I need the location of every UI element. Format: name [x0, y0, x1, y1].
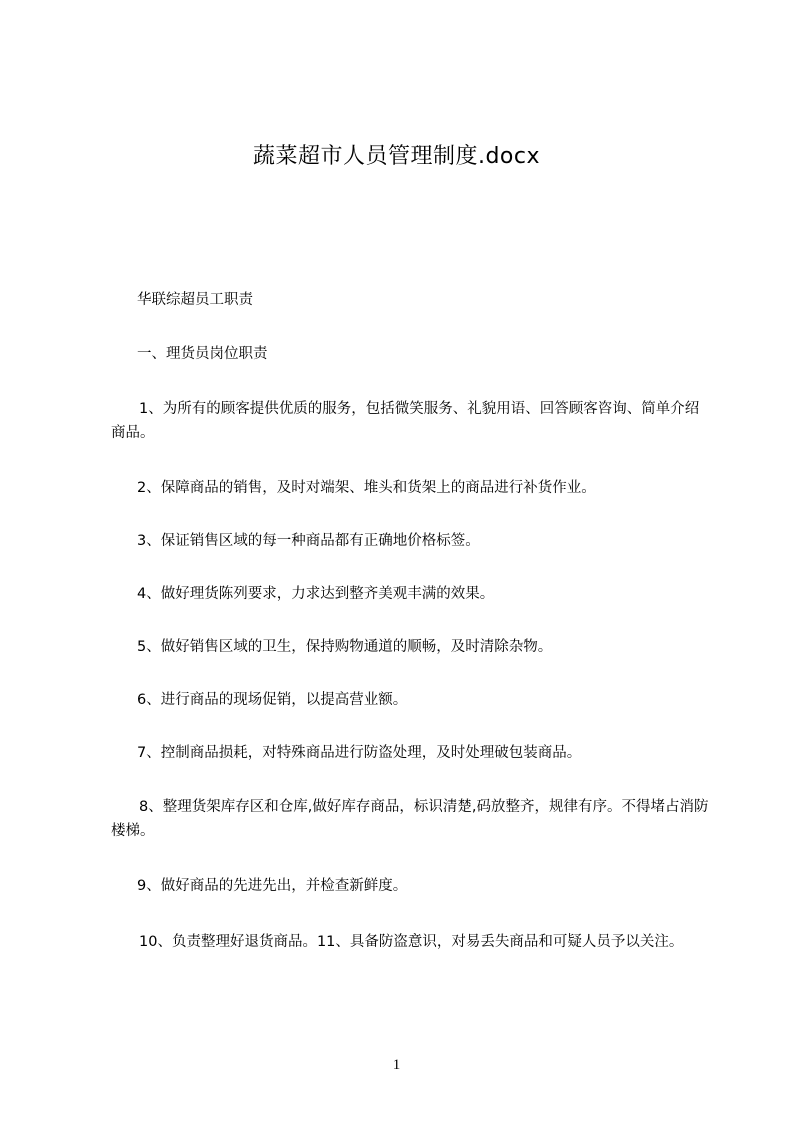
section-title: 一、理货员岗位职责 [137, 346, 268, 362]
list-item: 8、整理货架库存区和仓库,做好库存商品，标识清楚,码放整齐，规律有序。不得堵占消防楼梯。 [111, 799, 709, 839]
list-item: 9、做好商品的先进先出，并检查新鲜度。 [137, 878, 408, 894]
document-title: 蔬菜超市人员管理制度.docx [252, 144, 541, 169]
page-number: 1 [392, 1057, 401, 1073]
list-item: 10、负责整理好退货商品。11、具备防盗意识，对易丢失商品和可疑人员予以关注。 [139, 934, 684, 950]
list-item: 7、控制商品损耗，对特殊商品进行防盗处理，及时处理破包装商品。 [137, 745, 582, 761]
list-item: 6、进行商品的现场促销，以提高营业额。 [137, 692, 408, 708]
list-item: 5、做好销售区域的卫生，保持购物通道的顺畅，及时清除杂物。 [137, 639, 553, 655]
list-item: 2、保障商品的销售，及时对端架、堆头和货架上的商品进行补货作业。 [137, 480, 596, 496]
list-item: 3、保证销售区域的每一种商品都有正确地价格标签。 [137, 533, 480, 549]
list-item: 4、做好理货陈列要求，力求达到整齐美观丰满的效果。 [137, 586, 495, 602]
list-item: 1、为所有的顾客提供优质的服务，包括微笑服务、礼貌用语、回答顾客咨询、简单介绍商品。 [111, 401, 700, 441]
heading: 华联综超员工职责 [137, 292, 253, 308]
